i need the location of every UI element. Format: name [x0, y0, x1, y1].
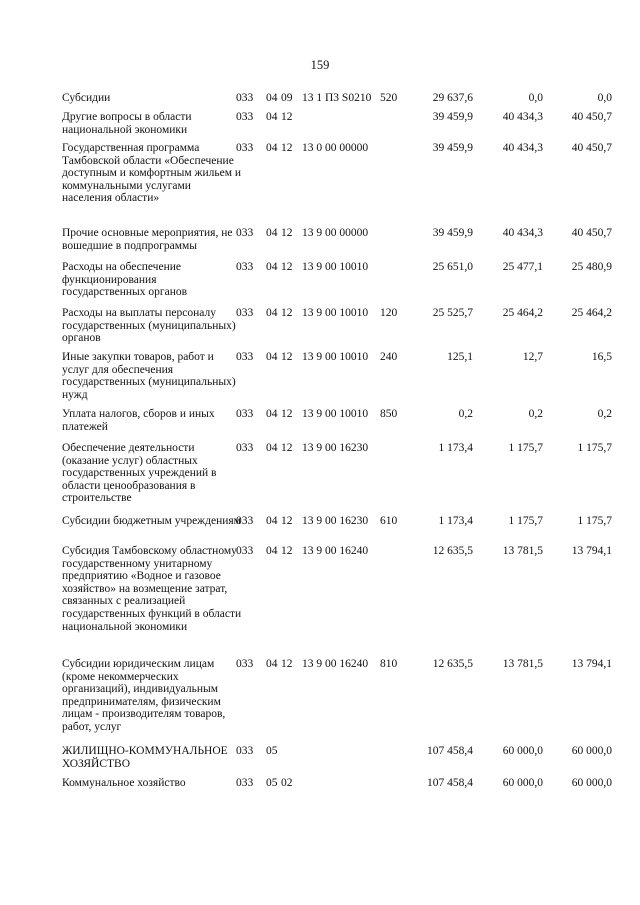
amount-year-3: 60 000,0	[571, 745, 612, 757]
amount-year-3: 40 450,7	[571, 227, 612, 239]
amount-year-3: 1 175,7	[577, 442, 612, 454]
code-subsection: 12	[281, 111, 293, 123]
code-section: 04	[266, 227, 278, 239]
amount-year-3: 25 464,2	[571, 307, 612, 319]
code-subsection: 02	[281, 777, 293, 789]
code-ved: 033	[236, 442, 254, 454]
amount-year-1: 107 458,4	[427, 745, 473, 757]
code-ved: 033	[236, 307, 254, 319]
code-expense-type: 120	[380, 307, 398, 319]
amount-year-3: 40 450,7	[571, 111, 612, 123]
code-section: 04	[266, 408, 278, 420]
amount-year-1: 0,2	[458, 408, 473, 420]
code-target: 13 9 00 10010	[302, 307, 369, 319]
amount-year-2: 60 000,0	[502, 745, 543, 757]
amount-year-3: 13 794,1	[571, 545, 612, 557]
row-name: Субсидии юридическим лицам (кроме некоммерческих организаций), индивидуальным предпринимателям, физическим лицам - производителям товаров, работ, услуг	[62, 658, 226, 733]
amount-year-2: 25 477,1	[502, 261, 543, 273]
code-ved: 033	[236, 777, 254, 789]
code-section: 04	[266, 515, 278, 527]
code-ved: 033	[236, 745, 254, 757]
code-section: 04	[266, 307, 278, 319]
code-section: 04	[266, 92, 278, 104]
code-ved: 033	[236, 351, 254, 363]
amount-year-3: 60 000,0	[571, 777, 612, 789]
row-name: Субсидия Тамбовскому областному государственному унитарному предприятию «Водное и газовое хозяйство» на возмещение затрат, связанных с реализацией государственных функций в области национальной экономики	[62, 545, 242, 633]
amount-year-2: 40 434,3	[502, 142, 543, 154]
amount-year-1: 39 459,9	[432, 142, 473, 154]
amount-year-2: 25 464,2	[502, 307, 543, 319]
code-target: 13 9 00 16230	[302, 515, 369, 527]
code-ved: 033	[236, 111, 254, 123]
code-ved: 033	[236, 261, 254, 273]
amount-year-1: 125,1	[447, 351, 473, 363]
row-name: Расходы на выплаты персоналу государственных (муниципальных) органов	[62, 307, 236, 345]
code-target: 13 9 00 00000	[302, 227, 369, 239]
amount-year-2: 1 175,7	[508, 515, 543, 527]
code-ved: 033	[236, 142, 254, 154]
row-name: Субсидии бюджетным учреждениям	[62, 515, 241, 527]
amount-year-2: 1 175,7	[508, 442, 543, 454]
code-subsection: 12	[281, 408, 293, 420]
amount-year-3: 1 175,7	[577, 515, 612, 527]
amount-year-3: 40 450,7	[571, 142, 612, 154]
row-name: Государственная программа Тамбовской области «Обеспечение доступным и комфортным жильем и коммунальными услугами населения области»	[62, 142, 241, 205]
code-section: 04	[266, 351, 278, 363]
amount-year-3: 0,0	[597, 92, 612, 104]
amount-year-1: 1 173,4	[438, 515, 473, 527]
amount-year-1: 25 525,7	[432, 307, 473, 319]
amount-year-2: 40 434,3	[502, 111, 543, 123]
row-name: Расходы на обеспечение функционирования государственных органов	[62, 261, 188, 299]
amount-year-1: 39 459,9	[432, 227, 473, 239]
code-expense-type: 810	[380, 658, 398, 670]
amount-year-1: 29 637,6	[432, 92, 473, 104]
amount-year-2: 12,7	[522, 351, 543, 363]
code-section: 04	[266, 111, 278, 123]
amount-year-3: 25 480,9	[571, 261, 612, 273]
amount-year-1: 1 173,4	[438, 442, 473, 454]
amount-year-2: 13 781,5	[502, 658, 543, 670]
code-target: 13 0 00 00000	[302, 142, 369, 154]
code-subsection: 12	[281, 658, 293, 670]
code-ved: 033	[236, 545, 254, 557]
amount-year-2: 60 000,0	[502, 777, 543, 789]
code-expense-type: 610	[380, 515, 398, 527]
code-target: 13 9 00 16240	[302, 658, 369, 670]
row-name: Другие вопросы в области национальной экономики	[62, 111, 192, 136]
amount-year-1: 107 458,4	[427, 777, 473, 789]
code-ved: 033	[236, 408, 254, 420]
amount-year-3: 13 794,1	[571, 658, 612, 670]
code-subsection: 09	[281, 92, 293, 104]
code-subsection: 12	[281, 545, 293, 557]
code-section: 04	[266, 142, 278, 154]
page-number: 159	[310, 58, 330, 72]
code-target: 13 9 00 10010	[302, 408, 369, 420]
code-subsection: 12	[281, 351, 293, 363]
row-name: Иные закупки товаров, работ и услуг для обеспечения государственных (муниципальных) нужд	[62, 351, 236, 401]
code-ved: 033	[236, 227, 254, 239]
code-target: 13 1 П3 S0210	[302, 92, 372, 104]
code-expense-type: 520	[380, 92, 398, 104]
row-name: Обеспечение деятельности (оказание услуг) областных государственных учреждений в области ценообразования в строительстве	[62, 442, 217, 505]
amount-year-3: 16,5	[591, 351, 612, 363]
code-subsection: 12	[281, 227, 293, 239]
amount-year-2: 40 434,3	[502, 227, 543, 239]
code-ved: 033	[236, 92, 254, 104]
code-section: 04	[266, 442, 278, 454]
row-name: Прочие основные мероприятия, не вошедшие в подпрограммы	[62, 227, 233, 252]
code-ved: 033	[236, 515, 254, 527]
code-target: 13 9 00 16240	[302, 545, 369, 557]
amount-year-3: 0,2	[597, 408, 612, 420]
code-section: 05	[266, 777, 278, 789]
code-subsection: 12	[281, 142, 293, 154]
code-target: 13 9 00 10010	[302, 351, 369, 363]
amount-year-1: 12 635,5	[432, 658, 473, 670]
code-expense-type: 850	[380, 408, 398, 420]
amount-year-2: 13 781,5	[502, 545, 543, 557]
code-ved: 033	[236, 658, 254, 670]
row-name: Коммунальное хозяйство	[62, 777, 186, 789]
code-subsection: 12	[281, 442, 293, 454]
code-target: 13 9 00 16230	[302, 442, 369, 454]
code-target: 13 9 00 10010	[302, 261, 369, 273]
code-section: 05	[266, 745, 278, 757]
code-section: 04	[266, 261, 278, 273]
row-name: Субсидии	[62, 92, 111, 104]
amount-year-2: 0,2	[528, 408, 543, 420]
row-name: Уплата налогов, сборов и иных платежей	[62, 408, 215, 433]
amount-year-1: 39 459,9	[432, 111, 473, 123]
code-subsection: 12	[281, 261, 293, 273]
row-name: ЖИЛИЩНО-КОММУНАЛЬНОЕ ХОЗЯЙСТВО	[62, 745, 228, 770]
code-section: 04	[266, 658, 278, 670]
code-subsection: 12	[281, 307, 293, 319]
amount-year-1: 25 651,0	[432, 261, 473, 273]
amount-year-1: 12 635,5	[432, 545, 473, 557]
amount-year-2: 0,0	[528, 92, 543, 104]
code-subsection: 12	[281, 515, 293, 527]
code-section: 04	[266, 545, 278, 557]
code-expense-type: 240	[380, 351, 398, 363]
